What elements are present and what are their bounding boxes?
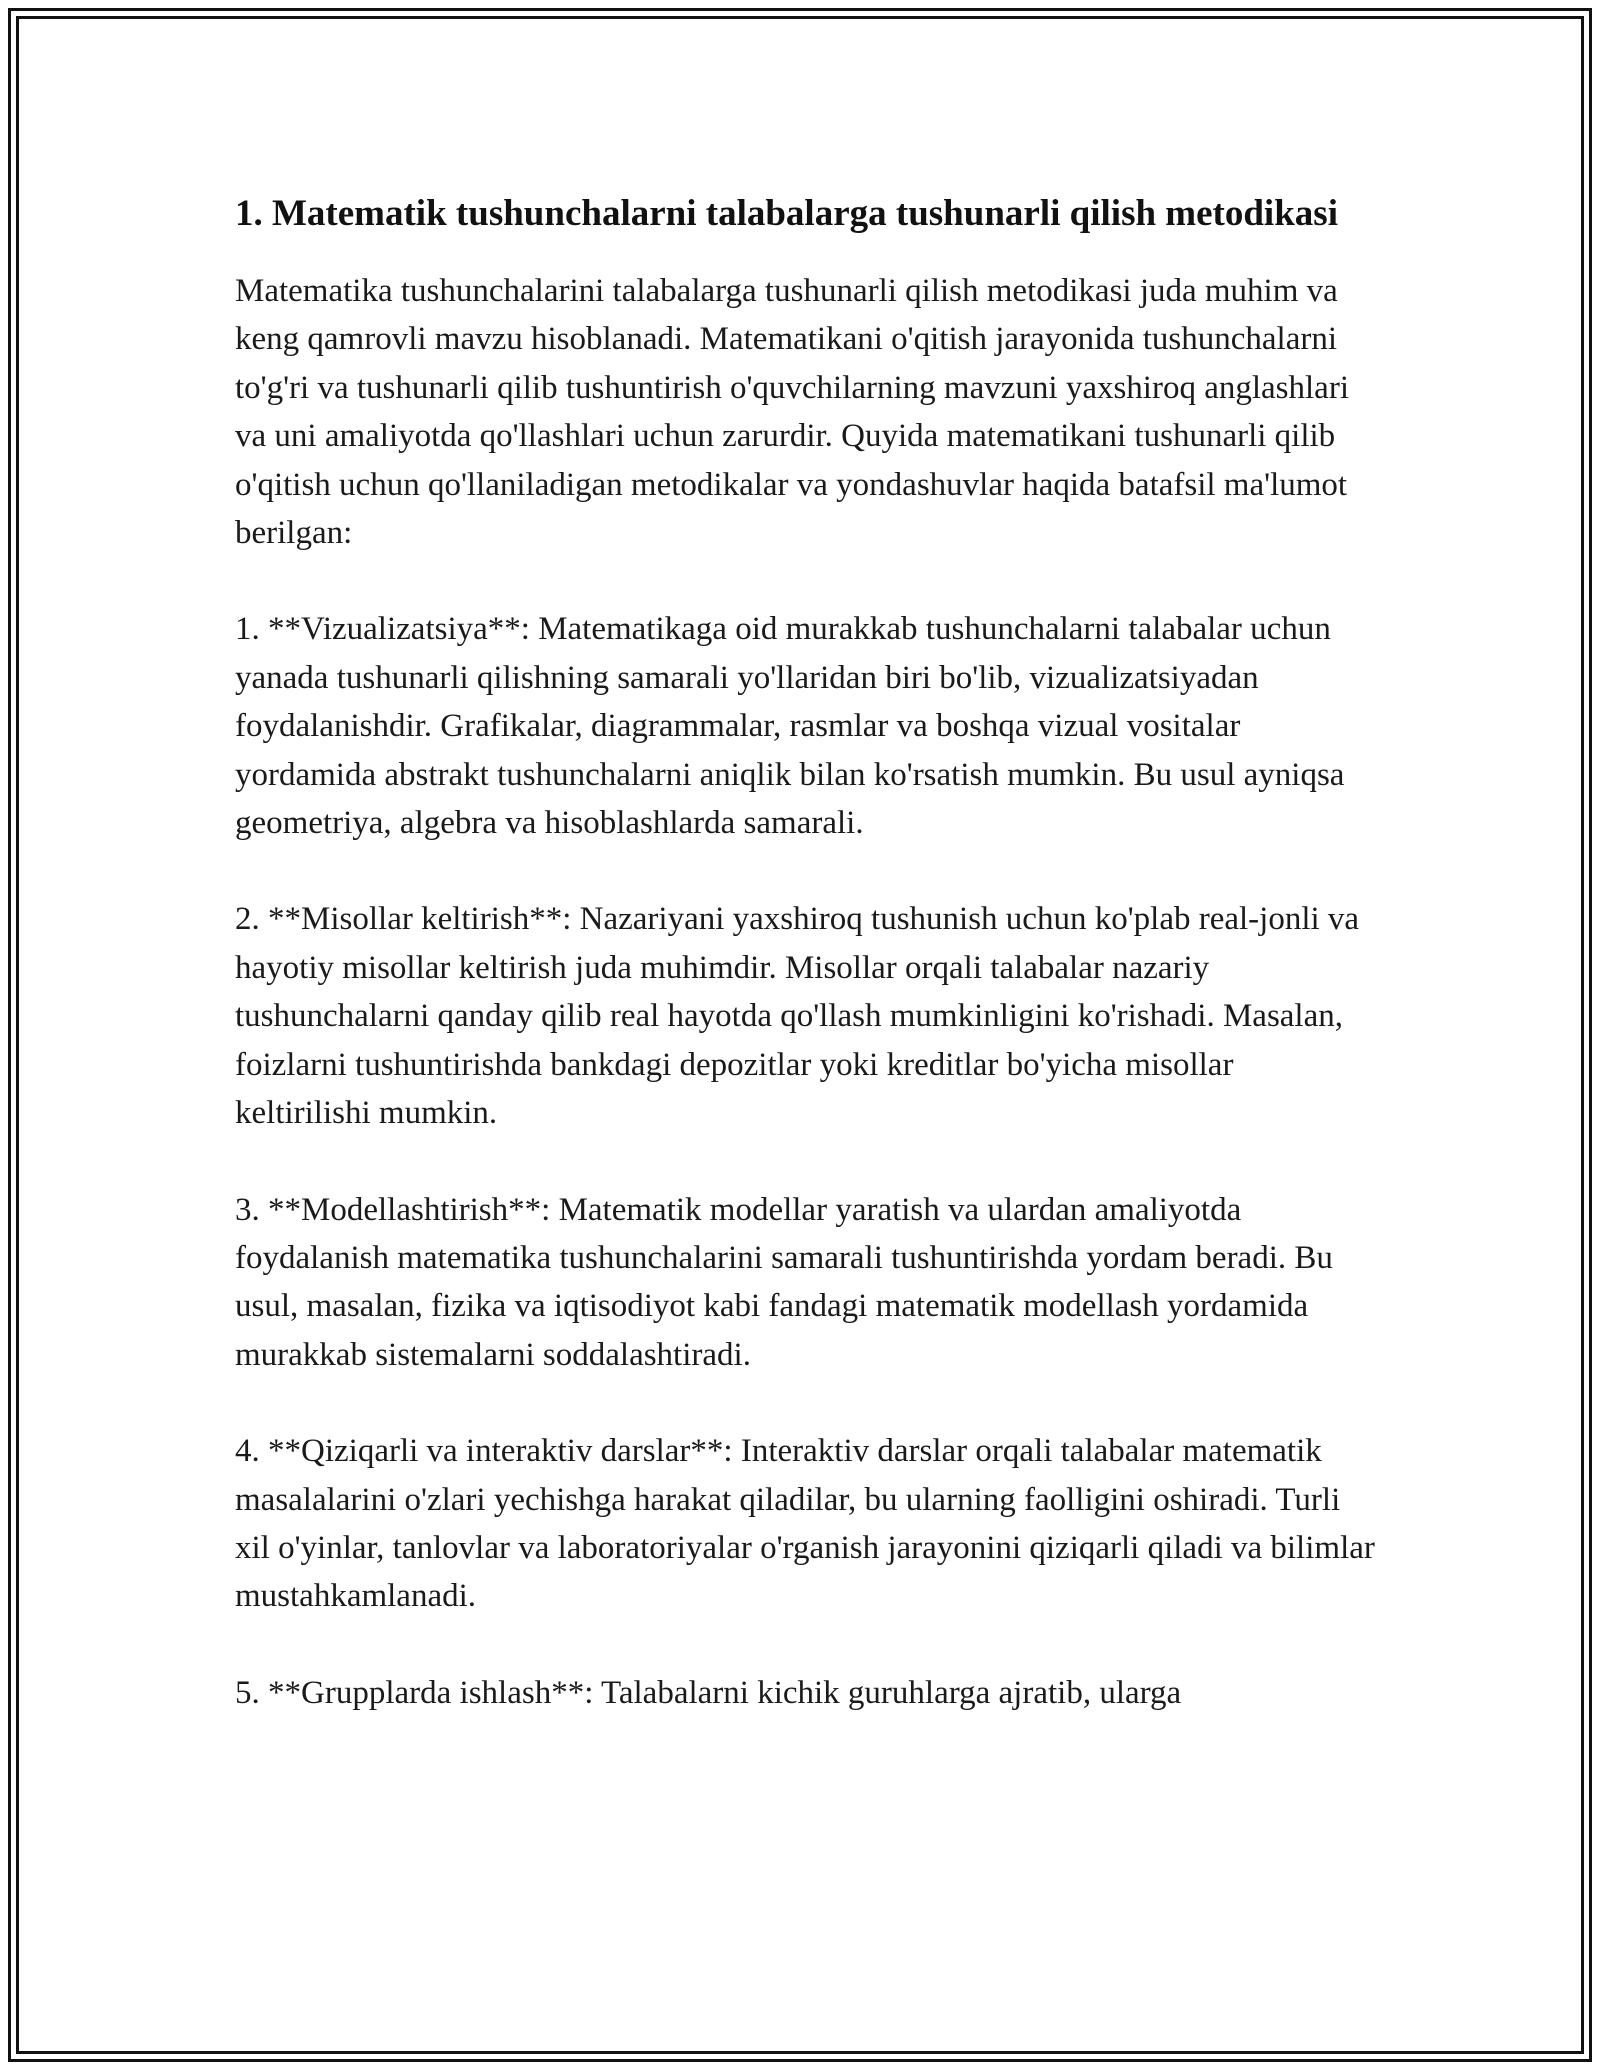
paragraph-interactive-lessons: 4. **Qiziqarli va interaktiv darslar**: Interaktiv darslar orqali talabalar matematik masalalarini o'zlari yechishga harakat qiladilar, bu ularning faolligini oshiradi. Turli xil o'yinlar, tanlovlar va laboratoriyalar o'rganish jarayonini qiziqarli qiladi va bilimlar mustahkamlanadi. <box>235 1433 1375 1615</box>
paragraph-examples: 2. **Misollar keltirish**: Nazariyani yaxshiroq tushunish uchun ko'plab real-jonli va hayotiy misollar keltirish juda muhimdir. Misollar orqali talabalar nazariy tushunchalarni qanday qilib real hayotda qo'llash mumkinligini ko'rishadi. Masalan, foizlarni tushuntirishda bankdagi depozitlar yoki kreditlar bo'yicha misollar keltirilishi mumkin. <box>235 901 1360 1132</box>
paragraph-group-work: 5. **Grupplarda ishlash**: Talabalarni kichik guruhlarga ajratib, ularga <box>235 1674 1182 1711</box>
intro-paragraph: Matematika tushunchalarini talabalarga tushunarli qilish metodikasi juda muhim va keng qamrovli mavzu hisoblanadi. Matematikani o'qitish jarayonida tushunchalarni to'g'ri va tushunarli qilib tushuntirish o'quvchilarning mavzuni yaxshiroq anglashlari va uni amaliyotda qo'llashlari uchun zarurdir. Quyida matematikani tushunarli qilib o'qitish uchun qo'llaniladigan metodikalar va yondashuvlar haqida batafsil ma'lumot berilgan: <box>235 273 1349 552</box>
paragraph-modeling: 3. **Modellashtirish**: Matematik modellar yaratish va ulardan amaliyotda foydalanish matematika tushunchalarini samarali tushuntirishda yordam beradi. Bu usul, masalan, fizika va iqtisodiyot kabi fandagi matematik modellash yordamida murakkab sistemalarni soddalashtiradi. <box>235 1191 1333 1373</box>
document-body <box>235 186 1375 1765</box>
document-title: 1. Matematik tushunchalarni talabalarga tushunarli qilish metodikasi <box>235 193 1338 234</box>
paragraph-visualization: 1. **Vizualizatsiya**: Matematikaga oid murakkab tushunchalarni talabalar uchun yanada tushunarli qilishning samarali yo'llaridan biri bo'lib, vizualizatsiyadan foydalanishdir. Grafikalar, diagrammalar, rasmlar va boshqa vizual vositalar yordamida abstrakt tushunchalarni aniqlik bilan ko'rsatish mumkin. Bu usul ayniqsa geometriya, algebra va hisoblashlarda samarali. <box>235 611 1345 842</box>
